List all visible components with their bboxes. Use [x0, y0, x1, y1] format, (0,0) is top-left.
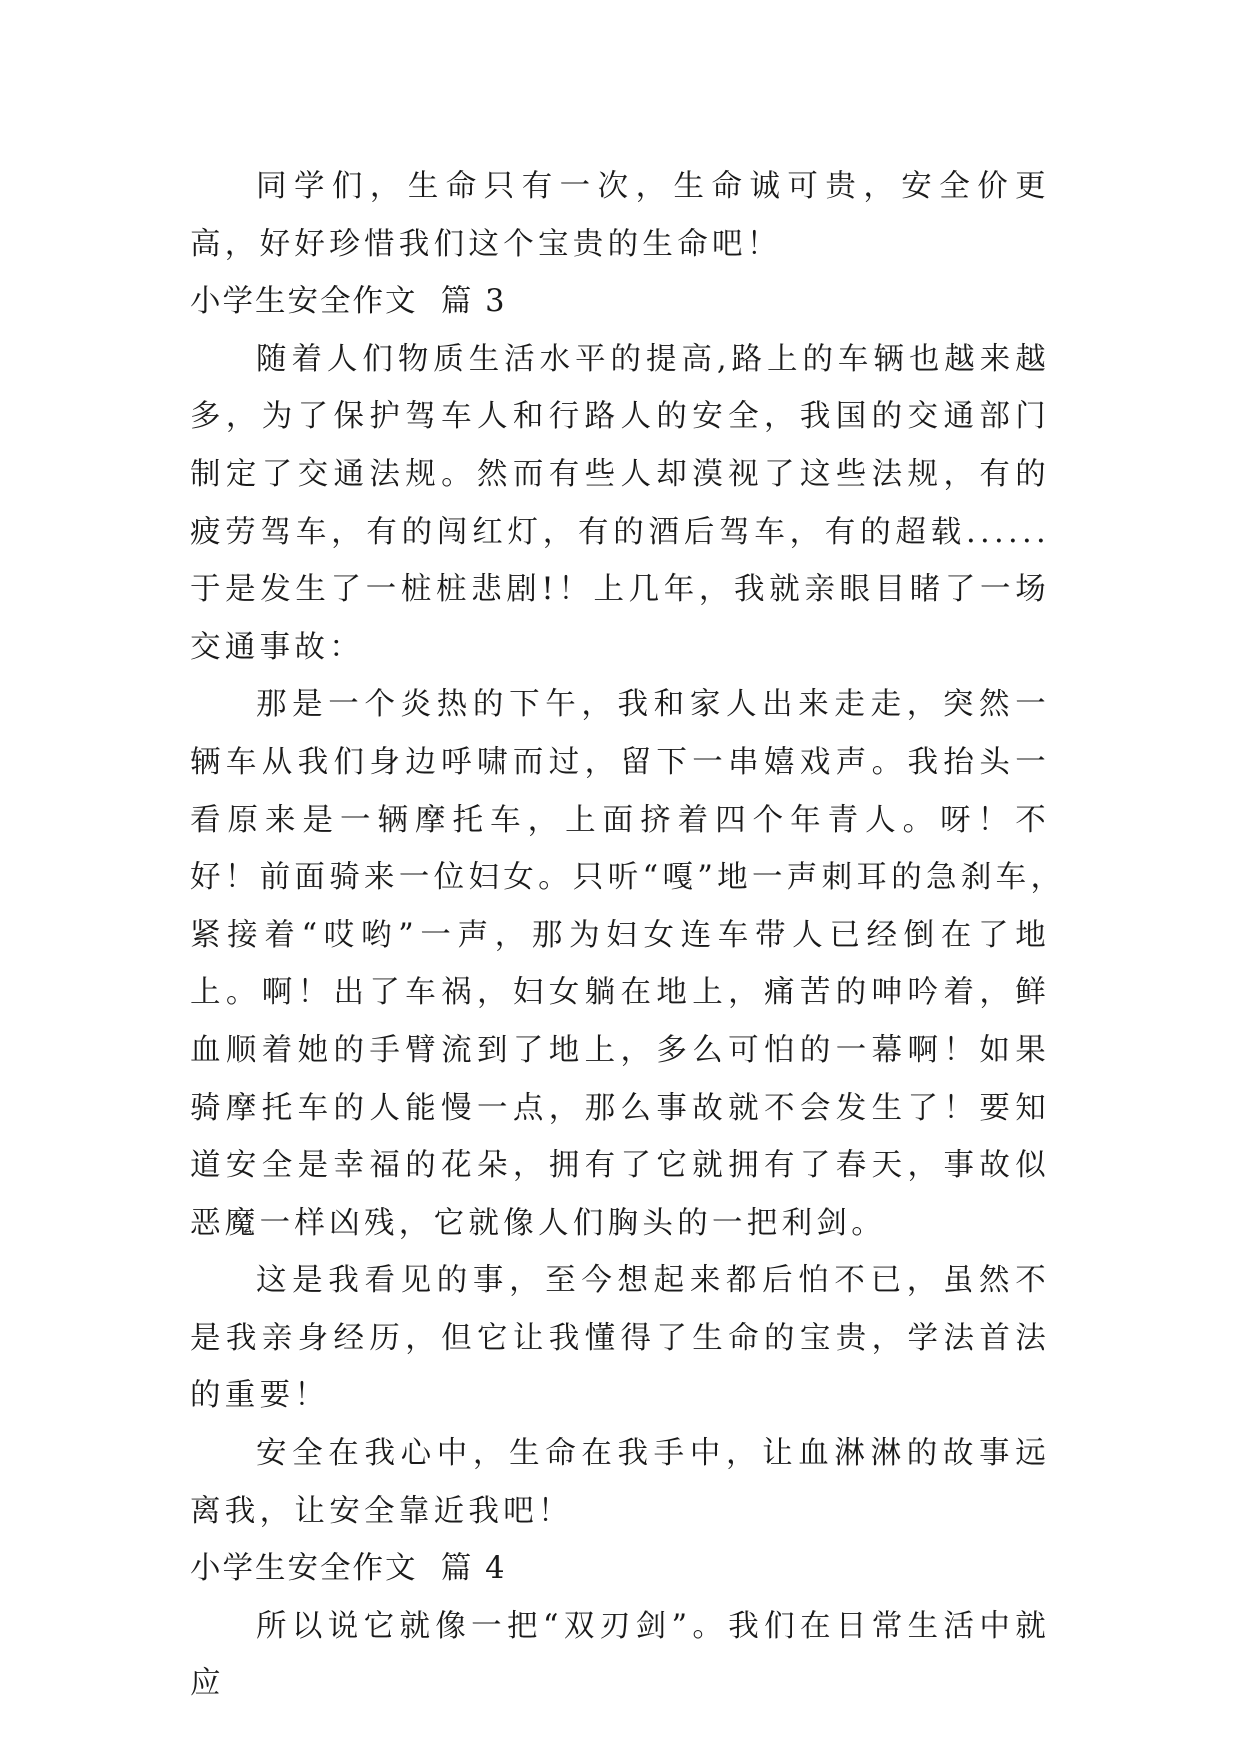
document-page: [190, 158, 1085, 1713]
paragraph: 安全在我心中，生命在我手中，让血淋淋的故事远离我，让安全靠近我吧！: [190, 1436, 1050, 1529]
paragraph: 所以说它就像一把“双刃剑”。我们在日常生活中就应: [190, 1608, 1050, 1702]
paragraph: 随着人们物质生活水平的提高,路上的车辆也越来越多，为了保护驾车人和行路人的安全，我国的交通部门制定了交通法规。然而有些人却漠视了这些法规，有的疲劳驾车，有的闯红灯，有的酒后驾车，有的超载......于是发生了一桩桩悲剧!！上几年，我就亲眼目睹了一场交通事故：: [190, 341, 1050, 665]
paragraph: 那是一个炎热的下午，我和家人出来走走，突然一辆车从我们身边呼啸而过，留下一串嬉戏声。我抬头一看原来是一辆摩托车，上面挤着四个年青人。呀！不好！前面骑来一位妇女。只听“嘎”地一声刺耳的急刹车， 紧接着“哎哟”一声，那为妇女连车带人已经倒在了地上。啊！出了车祸，妇女躺在地上，痛苦的呻吟着，鲜血顺着她的手臂流到了地上，多么可怕的一幕啊！如果骑摩托车的人能慢一点，那么事故就不会发生了！要知道安全是幸福的花朵，拥有了它就拥有了春天，事故似恶魔一样凶残，它就像人们胸头的一把利剑。: [190, 687, 1085, 1241]
section-heading: 小学生安全作文 篇 3: [190, 284, 507, 320]
section-heading: 小学生安全作文 篇 4: [190, 1551, 507, 1587]
paragraph: 同学们，生命只有一次，生命诚可贵，安全价更高，好好珍惜我们这个宝贵的生命吧！: [190, 169, 1050, 262]
paragraph: 这是我看见的事，至今想起来都后怕不已，虽然不是我亲身经历，但它让我懂得了生命的宝贵，学法首法的重要！: [190, 1263, 1050, 1414]
